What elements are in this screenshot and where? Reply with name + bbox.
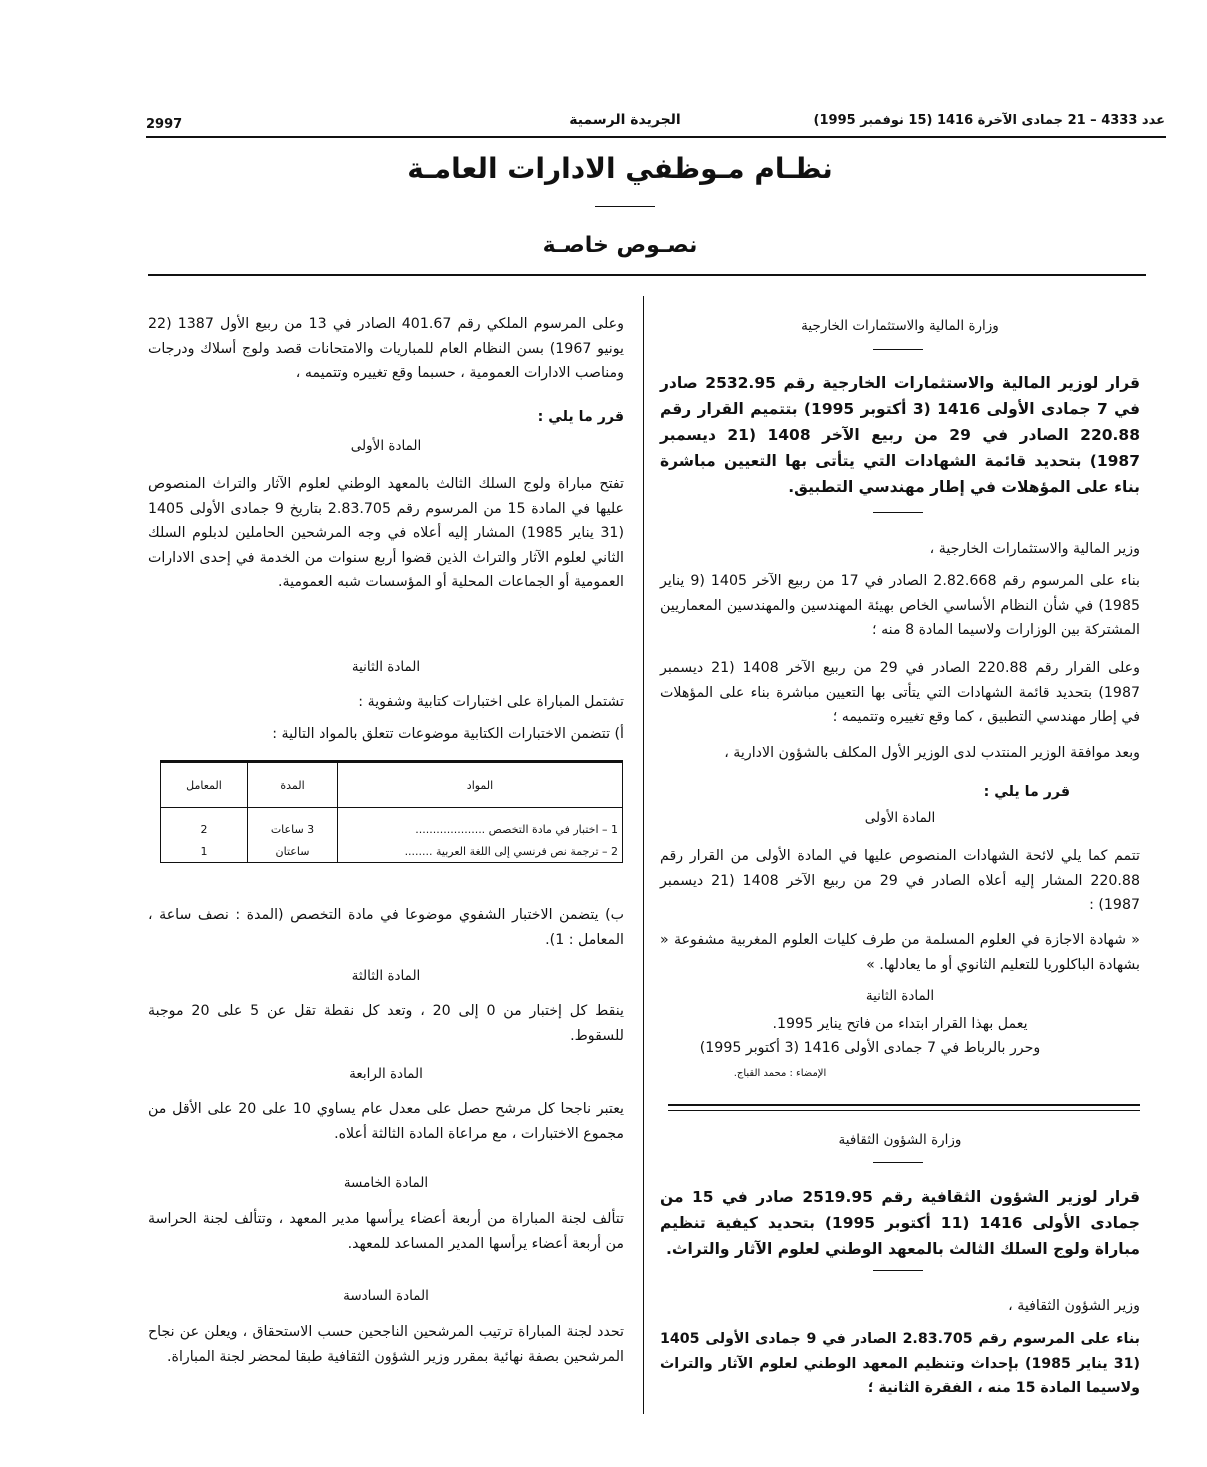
- table-row: [161, 840, 623, 863]
- decree-2-article-5-heading: المادة الخامسة: [343, 1175, 429, 1191]
- decree-1-preamble-2: وعلى القرار رقم 220.88 الصادر في 29 من ربيع الآخر 1408 (21 ديسمبر 1987) بتحديد قائمة الشهادات التي يتأتى بها التعيين مباشرة بناء على المؤهلات في إطار مهندسي التطبيق ، كما وقع تغييره وتتميمه ؛: [660, 660, 1140, 725]
- page-number: 2997: [146, 117, 183, 132]
- decree-2-article-2-heading: المادة الثانية: [351, 659, 421, 675]
- decree-2-article-4-heading: المادة الرابعة: [349, 1066, 423, 1082]
- table-header-duration: المدة: [248, 762, 338, 808]
- decree-2-decides: قرر ما يلي :: [537, 409, 624, 425]
- table-cell-coefficient: 1: [161, 840, 248, 863]
- decree-2-article-2-intro: تشتمل المباراة على اختبارات كتابية وشفوية :: [358, 694, 624, 710]
- header-rule: [146, 136, 1166, 138]
- gazette-name: الجريدة الرسمية: [569, 112, 681, 128]
- decree-1-preamble-1: بناء على المرسوم رقم 2.82.668 الصادر في 17 من ربيع الآخر 1405 (9 يناير 1985) في شأن النظام الأساسي الخاص بهيئة المهندسين والمهندسين المعماريين المشتركة بين الوزارات ولاسيما المادة 8 منه ؛: [660, 573, 1141, 638]
- decree-1-done-at: وحرر بالرباط في 7 جمادى الأولى 1416 (3 أكتوبر 1995): [699, 1040, 1041, 1056]
- decree-2-article-1-heading: المادة الأولى: [350, 438, 422, 454]
- table-cell-subject: 1 – اختبار في مادة التخصص ....................: [338, 808, 623, 841]
- decree-2-article-3-heading: المادة الثالثة: [351, 968, 421, 984]
- decree-1-article-2: يعمل بهذا القرار ابتداء من فاتح يناير 1995.: [772, 1016, 1028, 1032]
- decree-1-title: قرار لوزير المالية والاستثمارات الخارجية رقم 2532.95 صادر في 7 جمادى الأولى 1416 (3 أكتوبر 1995) بتتميم القرار رقم 220.88 الصادر في 29 من ربيع الآخر 1408 (21 ديسمبر 1987) بتحديد قائمة الشهادات التي يتأتى بها التعيين مباشرة بناء على المؤهلات في إطار مهندسي التطبيق.: [660, 374, 1140, 496]
- decree-2-article-6: تحدد لجنة المباراة ترتيب المرشحين الناجحين حسب الاستحقاق ، ويعلن عن نجاح المرشحين بصفة نهائية بمقرر وزير الشؤون الثقافية طبقا لمحضر لجنة المباراة.: [148, 1324, 624, 1365]
- decree-1-preamble-3: وبعد موافقة الوزير المنتدب لدى الوزير الأول المكلف بالشؤون الادارية ،: [724, 745, 1140, 761]
- issue-line: عدد 4333 – 21 جمادى الآخرة 1416 (15 نوفمبر 1995): [813, 113, 1165, 128]
- table-header-subjects: المواد: [338, 762, 623, 808]
- page-title: نظـام مـوظفي الادارات العامـة: [407, 152, 833, 185]
- ministry-finance-heading: وزارة المالية والاستثمارات الخارجية: [801, 318, 999, 334]
- decree-2-article-2-b: ب) يتضمن الاختبار الشفوي موضوعا في مادة التخصص (المدة : نصف ساعة ، المعامل : 1).: [148, 907, 624, 948]
- decree-2-article-2-a: أ) تتضمن الاختبارات الكتابية موضوعات تتعلق بالمواد التالية :: [272, 726, 624, 742]
- decree-2-article-1: تفتح مباراة ولوج السلك الثالث بالمعهد الوطني لعلوم الآثار والتراث المنصوص عليها في المادة 15 من المرسوم رقم 2.83.705 بتاريخ 9 جمادى الأولى 1405 (31 يناير 1985) المشار إليه أعلاه في وجه المرشحين الحاملين لدبلوم السلك الثاني لعلوم الآثار والتراث الذين قضوا أربع سنوات من الخدمة في إحدى الادارات العمومية أو الجماعات المحلية أو المؤسسات شبه العمومية.: [148, 476, 625, 590]
- decree-1-article-2-heading: المادة الثانية: [865, 988, 935, 1004]
- table-cell-duration: ساعتان: [248, 840, 338, 863]
- minister-1-line: وزير المالية والاستثمارات الخارجية ،: [929, 541, 1140, 557]
- decree-2-article-4: يعتبر ناجحا كل مرشح حصل على معدل عام يساوي 10 على 20 على الأقل من مجموع الاختبارات ، مع مراعاة المادة الثالثة أعلاه.: [148, 1101, 624, 1142]
- written-exams-table: [160, 760, 623, 863]
- decree-1-article-1-heading: المادة الأولى: [864, 810, 936, 826]
- column-divider: [643, 296, 644, 1414]
- page-subtitle: نصـوص خاصـة: [542, 233, 698, 258]
- decree-2-article-5: تتألف لجنة المباراة من أربعة أعضاء يرأسها مدير المعهد ، وتتألف لجنة الحراسة من أربعة أعضاء يرأسها المدير المساعد للمعهد.: [148, 1211, 624, 1252]
- short-rule: [873, 1270, 923, 1271]
- decree-2-preamble-2: وعلى المرسوم الملكي رقم 401.67 الصادر في 13 من ربيع الأول 1387 (22 يونيو 1967) بسن النظام العام للمباريات والامتحانات قصد ولوج أسلاك ودرجات ومناصب الادارات العمومية ، حسبما وقع تغييره وتتميمه ،: [148, 316, 624, 381]
- decree-separator-rule: [668, 1110, 1140, 1111]
- table-cell-subject: 2 – ترجمة نص فرنسي إلى اللغة العربية ........: [338, 840, 623, 863]
- ministry-culture-heading: وزارة الشؤون الثقافية: [838, 1132, 962, 1148]
- table-cell-duration: 3 ساعات: [248, 808, 338, 841]
- title-underline: [595, 206, 655, 207]
- decree-1-article-1: تتمم كما يلي لائحة الشهادات المنصوص عليها في المادة الأولى من القرار رقم 220.88 المشار إليه أعلاه الصادر في 29 من ربيع الآخر 1408 (21 ديسمبر 1987) :: [660, 848, 1140, 913]
- short-rule: [873, 349, 923, 350]
- decree-2-title: قرار لوزير الشؤون الثقافية رقم 2519.95 صادر في 15 من جمادى الأولى 1416 (11 أكتوبر 1995) بتحديد كيفية تنظيم مباراة ولوج السلك الثالث بالمعهد الوطني لعلوم الآثار والتراث.: [660, 1188, 1140, 1258]
- minister-2-line: وزير الشؤون الثقافية ،: [1008, 1298, 1140, 1314]
- decree-2-article-6-heading: المادة السادسة: [343, 1288, 429, 1304]
- decree-1-decides: قرر ما يلي :: [983, 784, 1070, 800]
- decree-2-preamble-1: بناء على المرسوم رقم 2.83.705 الصادر في 9 جمادى الأولى 1405 (31 يناير 1985) بإحداث وتنظيم المعهد الوطني لعلوم الآثار والتراث ولاسيما المادة 15 منه ، الفقرة الثانية ؛: [660, 1331, 1141, 1396]
- section-rule: [148, 274, 1146, 276]
- decree-1-article-1-quote: « شهادة الاجازة في العلوم المسلمة من طرف كليات العلوم المغربية مشفوعة « بشهادة الباكلوريا للتعليم الثانوي أو ما يعادلها. »: [660, 932, 1140, 973]
- table-row: [161, 808, 623, 841]
- decree-1-signature: الإمضاء : محمد القباج.: [733, 1068, 827, 1079]
- short-rule: [873, 512, 923, 513]
- table-cell-coefficient: 2: [161, 808, 248, 841]
- decree-separator-rule: [668, 1104, 1140, 1106]
- table-header-coefficient: المعامل: [161, 762, 248, 808]
- short-rule: [873, 1162, 923, 1163]
- decree-2-article-3: ينقط كل إختبار من 0 إلى 20 ، وتعد كل نقطة تقل عن 5 على 20 موجبة للسقوط.: [148, 1003, 624, 1044]
